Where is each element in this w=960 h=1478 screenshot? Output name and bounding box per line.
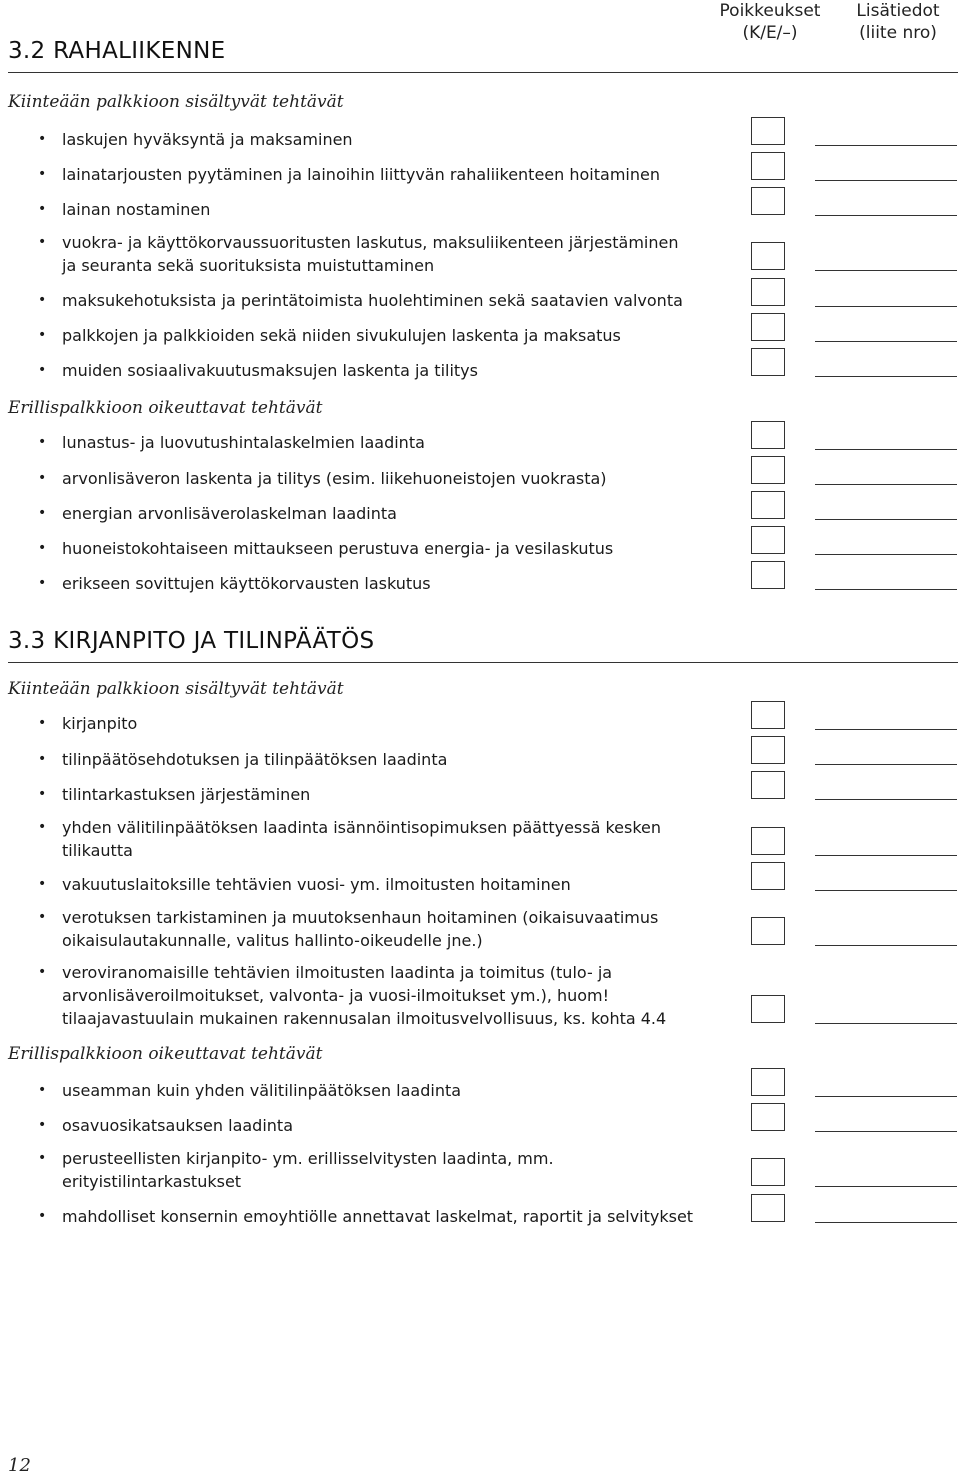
bullet: • <box>38 786 47 802</box>
subheading-included-tasks: Kiinteään palkkioon sisältyvät tehtävät <box>8 679 344 699</box>
exception-checkbox[interactable] <box>751 771 785 799</box>
attachment-number-field[interactable] <box>815 729 957 730</box>
bullet: • <box>38 362 47 378</box>
section-divider <box>8 72 958 73</box>
section-title-rahaliikenne: 3.2 RAHALIIKENNE <box>8 38 226 64</box>
bullet: • <box>38 327 47 343</box>
task-label-continued: tilikautta <box>62 841 133 860</box>
exception-checkbox[interactable] <box>751 278 785 306</box>
task-label-continued: erityistilintarkastukset <box>62 1172 242 1191</box>
info-column-header <box>846 0 950 44</box>
exception-checkbox[interactable] <box>751 862 785 890</box>
attachment-number-field[interactable] <box>815 855 957 856</box>
exception-checkbox[interactable] <box>751 313 785 341</box>
task-label: kirjanpito <box>62 714 138 733</box>
exception-checkbox[interactable] <box>751 117 785 145</box>
section-title-kirjanpito: 3.3 KIRJANPITO JA TILINPÄÄTÖS <box>8 628 375 654</box>
exception-checkbox[interactable] <box>751 701 785 729</box>
task-label: perusteellisten kirjanpito- ym. erillisselvitysten laadinta, mm. <box>62 1149 554 1168</box>
exception-checkbox[interactable] <box>751 421 785 449</box>
task-label: lainatarjousten pyytäminen ja lainoihin liittyvän rahaliikenteen hoitaminen <box>62 165 660 184</box>
attachment-number-field[interactable] <box>815 449 957 450</box>
exception-checkbox[interactable] <box>751 491 785 519</box>
exception-checkbox[interactable] <box>751 561 785 589</box>
attachment-number-field[interactable] <box>815 1096 957 1097</box>
attachment-number-field[interactable] <box>815 890 957 891</box>
exception-checkbox[interactable] <box>751 152 785 180</box>
exception-checkbox[interactable] <box>751 187 785 215</box>
attachment-number-field[interactable] <box>815 554 957 555</box>
task-label: palkkojen ja palkkioiden sekä niiden sivukulujen laskenta ja maksatus <box>62 326 621 345</box>
attachment-number-field[interactable] <box>815 799 957 800</box>
task-label: huoneistokohtaiseen mittaukseen perustuva energia- ja vesilaskutus <box>62 539 614 558</box>
task-label: tilintarkastuksen järjestäminen <box>62 785 311 804</box>
attachment-number-field[interactable] <box>815 945 957 946</box>
bullet: • <box>38 470 47 486</box>
exception-checkbox[interactable] <box>751 917 785 945</box>
bullet: • <box>38 540 47 556</box>
bullet: • <box>38 434 47 450</box>
task-label: laskujen hyväksyntä ja maksaminen <box>62 130 353 149</box>
section-divider <box>8 662 958 663</box>
task-label-continued: arvonlisäveroilmoitukset, valvonta- ja vuosi-ilmoitukset ym.), huom! <box>62 986 610 1005</box>
attachment-number-field[interactable] <box>815 306 957 307</box>
exception-checkbox[interactable] <box>751 526 785 554</box>
bullet: • <box>38 1117 47 1133</box>
task-label: maksukehotuksista ja perintätoimista huolehtiminen sekä saatavien valvonta <box>62 291 683 310</box>
exception-checkbox[interactable] <box>751 736 785 764</box>
task-label: verotuksen tarkistaminen ja muutoksenhaun hoitaminen (oikaisuvaatimus <box>62 908 659 927</box>
exceptions-column-label: Poikkeukset <box>719 1 821 21</box>
attachment-number-field[interactable] <box>815 341 957 342</box>
bullet: • <box>38 234 47 250</box>
bullet: • <box>38 819 47 835</box>
exception-checkbox[interactable] <box>751 827 785 855</box>
bullet: • <box>38 751 47 767</box>
bullet: • <box>38 1208 47 1224</box>
bullet: • <box>38 131 47 147</box>
attachment-number-field[interactable] <box>815 1186 957 1187</box>
page-number: 12 <box>8 1455 31 1476</box>
bullet: • <box>38 1150 47 1166</box>
bullet: • <box>38 166 47 182</box>
task-label: lunastus- ja luovutushintalaskelmien laadinta <box>62 433 425 452</box>
bullet: • <box>38 1082 47 1098</box>
attachment-number-field[interactable] <box>815 180 957 181</box>
exception-checkbox[interactable] <box>751 348 785 376</box>
bullet: • <box>38 876 47 892</box>
attachment-number-field[interactable] <box>815 145 957 146</box>
exception-checkbox[interactable] <box>751 1158 785 1186</box>
bullet: • <box>38 715 47 731</box>
exceptions-column-header <box>714 0 826 44</box>
subheading-extra-fee-tasks: Erillispalkkioon oikeuttavat tehtävät <box>8 1044 323 1064</box>
task-label: tilinpäätösehdotuksen ja tilinpäätöksen laadinta <box>62 750 448 769</box>
bullet: • <box>38 505 47 521</box>
subheading-extra-fee-tasks: Erillispalkkioon oikeuttavat tehtävät <box>8 398 323 418</box>
attachment-number-field[interactable] <box>815 376 957 377</box>
task-label: yhden välitilinpäätöksen laadinta isännöintisopimuksen päättyessä kesken <box>62 818 662 837</box>
exception-checkbox[interactable] <box>751 1068 785 1096</box>
task-label: vuokra- ja käyttökorvaussuoritusten laskutus, maksuliikenteen järjestäminen <box>62 233 679 252</box>
attachment-number-field[interactable] <box>815 1023 957 1024</box>
attachment-number-field[interactable] <box>815 484 957 485</box>
exception-checkbox[interactable] <box>751 1103 785 1131</box>
task-label: energian arvonlisäverolaskelman laadinta <box>62 504 397 523</box>
task-label-continued: oikaisulautakunnalle, valitus hallinto-oikeudelle jne.) <box>62 931 483 950</box>
bullet: • <box>38 909 47 925</box>
attachment-number-field[interactable] <box>815 764 957 765</box>
task-label: vakuutuslaitoksille tehtävien vuosi- ym. ilmoitusten hoitaminen <box>62 875 571 894</box>
task-label: erikseen sovittujen käyttökorvausten laskutus <box>62 574 431 593</box>
info-column-label: Lisätiedot <box>856 1 940 21</box>
task-label: osavuosikatsauksen laadinta <box>62 1116 293 1135</box>
bullet: • <box>38 292 47 308</box>
info-column-note: (liite nro) <box>859 23 937 43</box>
bullet: • <box>38 964 47 980</box>
attachment-number-field[interactable] <box>815 519 957 520</box>
task-label-continued: tilaajavastuulain mukainen rakennusalan ilmoitusvelvollisuus, ks. kohta 4.4 <box>62 1009 667 1028</box>
exceptions-column-codes: (K/E/–) <box>742 23 798 43</box>
exception-checkbox[interactable] <box>751 1194 785 1222</box>
bullet: • <box>38 201 47 217</box>
attachment-number-field[interactable] <box>815 270 957 271</box>
exception-checkbox[interactable] <box>751 995 785 1023</box>
attachment-number-field[interactable] <box>815 1131 957 1132</box>
bullet: • <box>38 575 47 591</box>
exception-checkbox[interactable] <box>751 242 785 270</box>
task-label: mahdolliset konsernin emoyhtiölle annettavat laskelmat, raportit ja selvitykset <box>62 1207 694 1226</box>
task-label: muiden sosiaalivakuutusmaksujen laskenta ja tilitys <box>62 361 478 380</box>
attachment-number-field[interactable] <box>815 589 957 590</box>
task-label-continued: ja seuranta sekä suorituksista muistuttaminen <box>62 256 435 275</box>
attachment-number-field[interactable] <box>815 215 957 216</box>
task-label: lainan nostaminen <box>62 200 211 219</box>
exception-checkbox[interactable] <box>751 456 785 484</box>
attachment-number-field[interactable] <box>815 1222 957 1223</box>
task-label: arvonlisäveron laskenta ja tilitys (esim. liikehuoneistojen vuokrasta) <box>62 469 607 488</box>
task-label: veroviranomaisille tehtävien ilmoitusten laadinta ja toimitus (tulo- ja <box>62 963 613 982</box>
task-label: useamman kuin yhden välitilinpäätöksen laadinta <box>62 1081 462 1100</box>
subheading-included-tasks: Kiinteään palkkioon sisältyvät tehtävät <box>8 92 344 112</box>
